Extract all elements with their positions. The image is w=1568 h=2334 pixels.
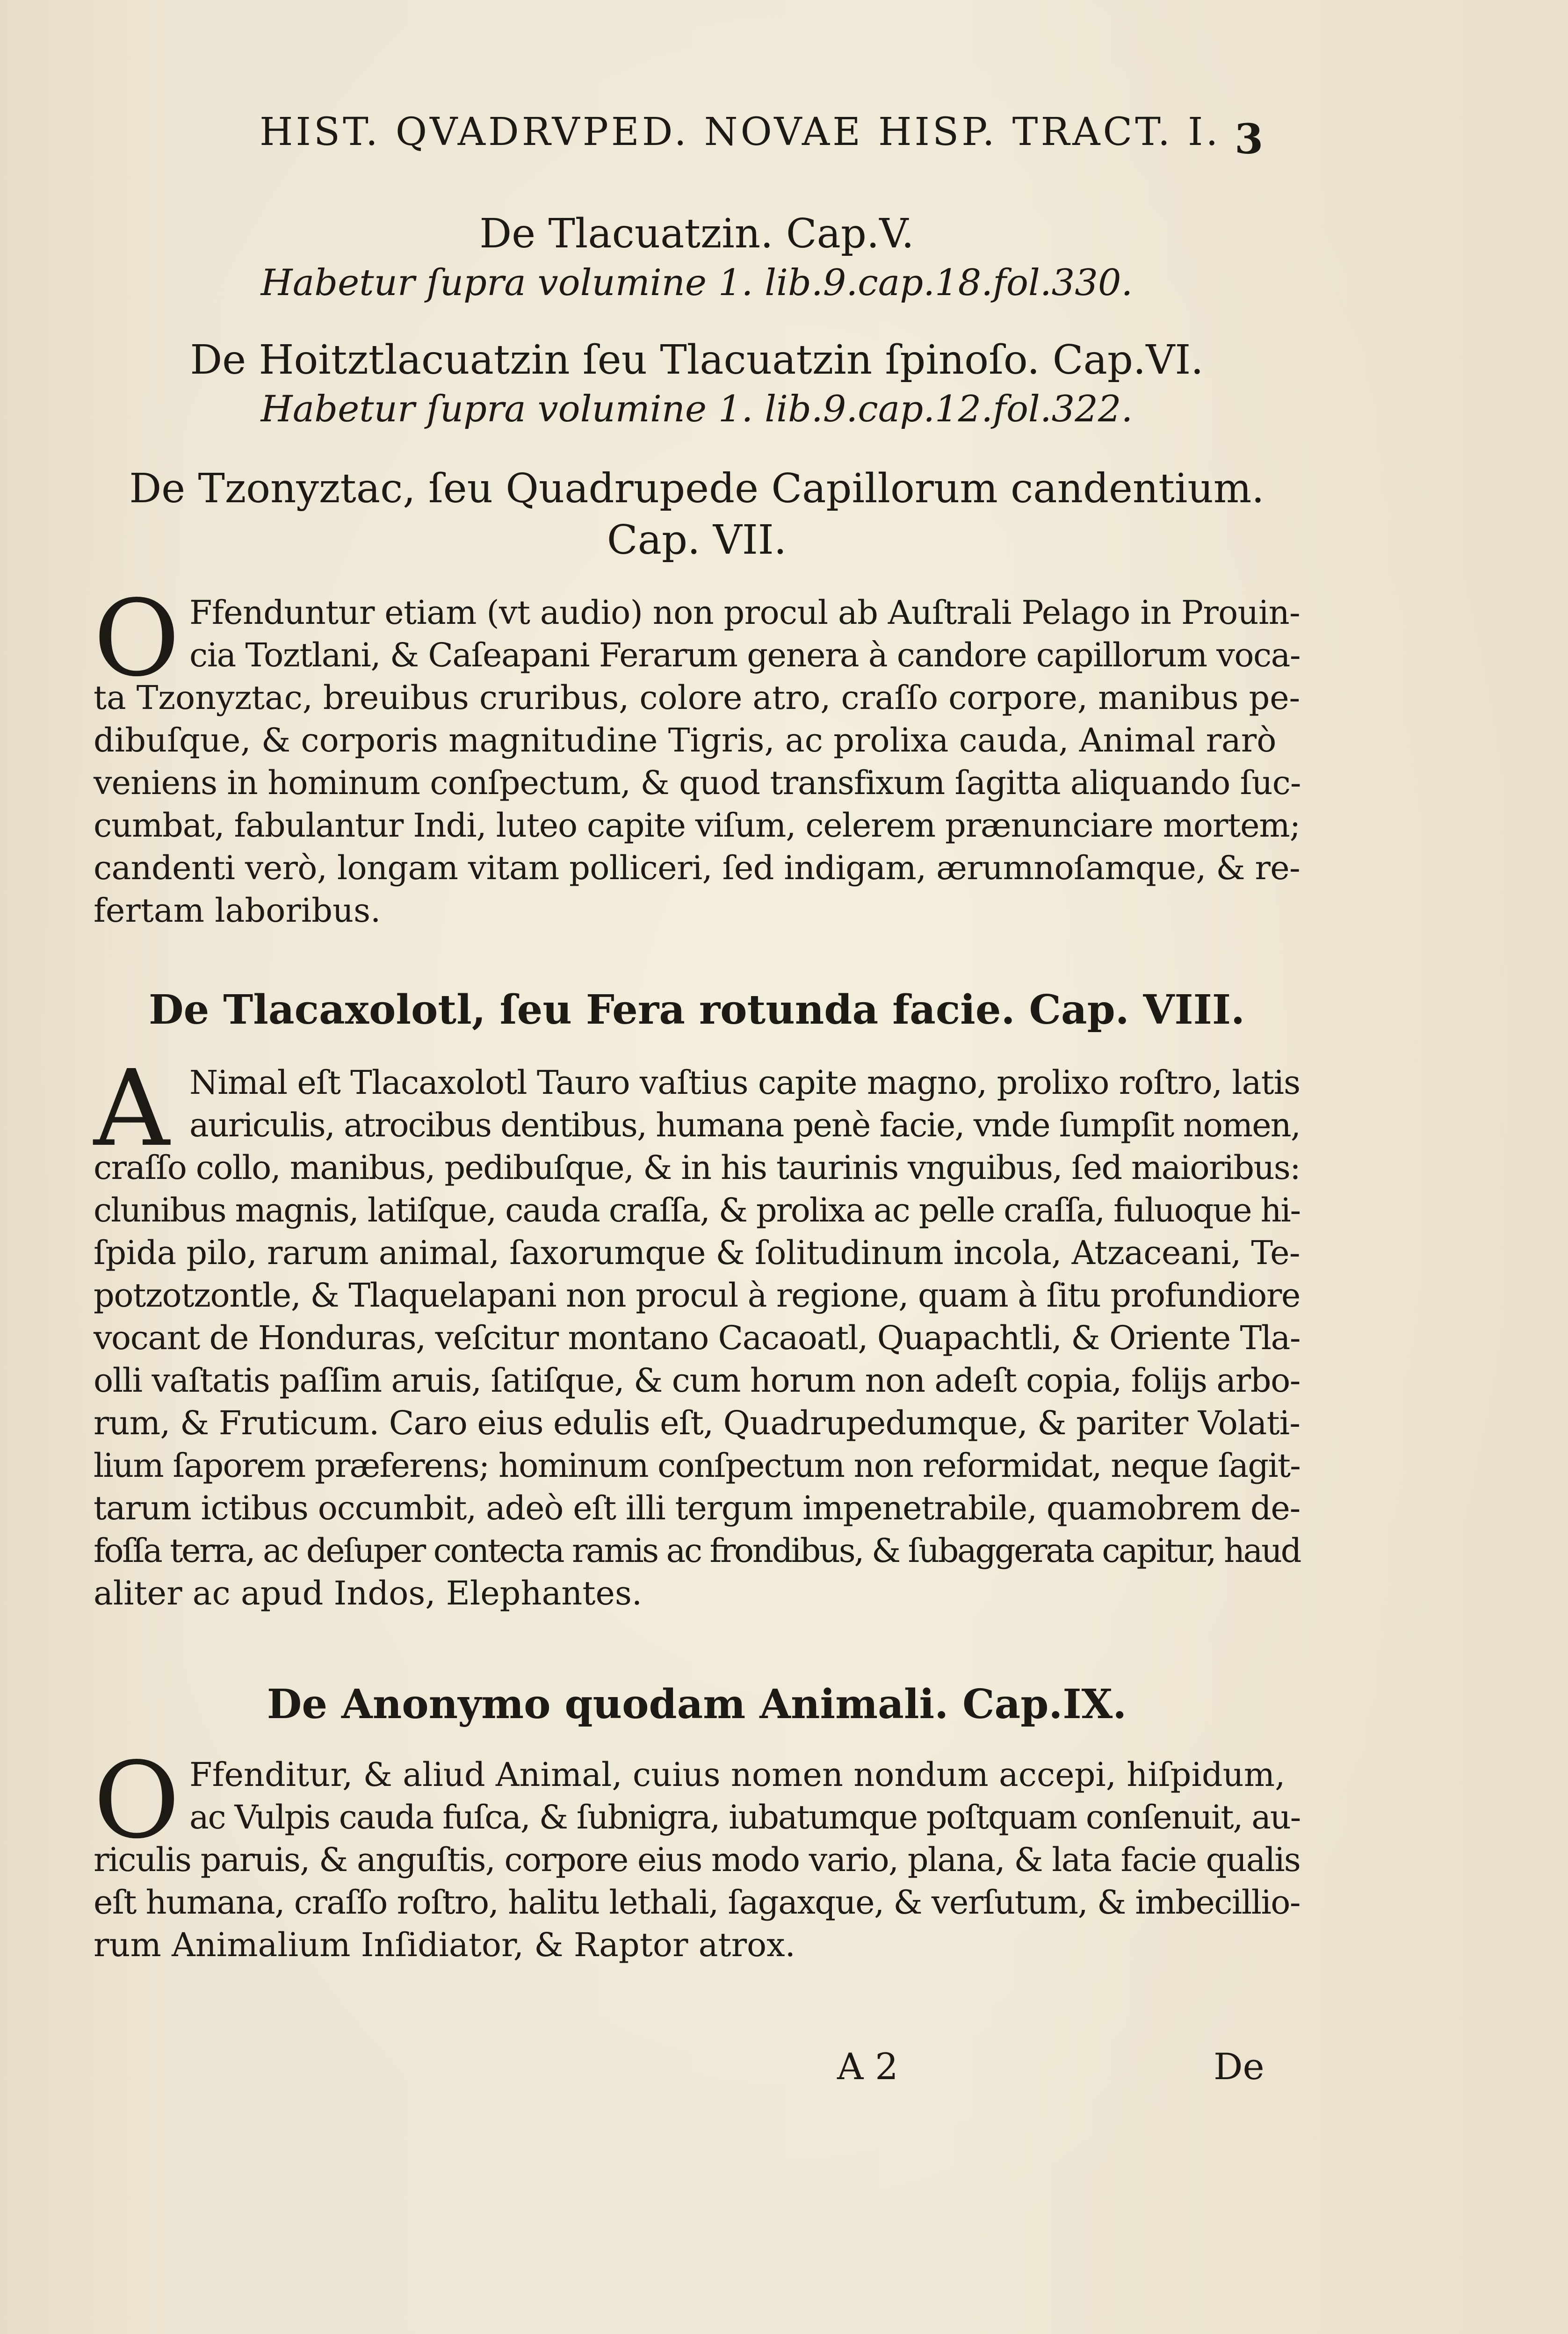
chapter-8-text	[94, 1048, 1301, 1615]
chapter-7-text	[94, 578, 1301, 932]
text-line: Ffenditur, & aliud Animal, cuius nomen nondum accepi, hiſpidum,	[189, 1756, 1286, 1794]
text-line: dibuſque, & corporis magnitudine Tigris, ac prolixa cauda, Animal rarò	[94, 721, 1277, 759]
chapter-6-heading	[94, 334, 1300, 433]
text-line: riculis paruis, & anguſtis, corpore eius modo vario, plana, & lata facie qualis	[94, 1841, 1300, 1879]
text-line: Nimal eſt Tlacaxolotl Tauro vaſtius capite magno, prolixo roſtro, latis	[189, 1063, 1301, 1102]
text-line: cumbat, fabulantur Indi, luteo capite viſum, celerem prænunciare mortem;	[94, 806, 1300, 845]
catchword: De	[1214, 2046, 1265, 2088]
text-line: candenti verò, longam vitam polliceri, ſed indigam, ærumnoſamque, & re-	[94, 849, 1300, 887]
text-line: rum Animalium Inſidiator, & Raptor atrox.	[94, 1926, 795, 1964]
page-number: 3	[1235, 115, 1264, 163]
chapter-5-heading	[94, 208, 1300, 306]
drop-capital: O	[94, 578, 180, 700]
chapter-9-heading	[94, 1679, 1300, 1730]
text-line: Ffenduntur etiam (vt audio) non procul ab Auſtrali Pelago in Prouin-	[189, 593, 1300, 632]
running-head: HIST. QVADRVPED. NOVAE HISP. TRACT. I.	[260, 110, 1221, 154]
text-line: rum, & Fruticum. Caro eius edulis eſt, Quadrupedumque, & pariter Volati-	[94, 1404, 1300, 1442]
text-line: auriculis, atrocibus dentibus, humana penè facie, vnde ſumpſit nomen,	[189, 1106, 1300, 1144]
text-line: ſpida pilo, rarum animal, ſaxorumque & ſolitudinum incola, Atzaceani, Te-	[94, 1234, 1300, 1272]
chapter-9-text	[94, 1740, 1300, 1966]
chapter-reference: Habetur ſupra volumine 1. lib.9.cap.12.fol.322.	[260, 388, 1133, 430]
text-line: cia Toztlani, & Caſeapani Ferarum genera à candore capillorum voca-	[189, 636, 1300, 674]
text-line: olli vaſtatis paſſim aruis, ſatiſque, & cum horum non adeſt copia, folijs arbo-	[94, 1361, 1300, 1400]
chapter-8-heading	[94, 984, 1300, 1036]
chapter-number: Cap. VII.	[607, 517, 787, 564]
text-line: fertam laboribus.	[94, 891, 381, 930]
text-line: ac Vulpis cauda fuſca, & ſubnigra, iubatumque poſtquam conſenuit, au-	[189, 1798, 1300, 1836]
text-line: craſſo collo, manibus, pedibuſque, & in his taurinis vnguibus, ſed maioribus:	[94, 1149, 1300, 1187]
text-line: veniens in hominum conſpectum, & quod transfixum ſagitta aliquando ſuc-	[94, 764, 1301, 802]
text-line: ta Tzonyztac, breuibus cruribus, colore atro, craſſo corpore, manibus pe-	[94, 679, 1300, 717]
chapter-title: De Hoitztlacuatzin ſeu Tlacuatzin ſpinoſo. Cap.VI.	[190, 337, 1204, 383]
drop-capital: A	[94, 1048, 170, 1170]
text-line: foſſa terra, ac deſuper contecta ramis ac frondibus, & ſubaggerata capitur, haud	[94, 1532, 1300, 1570]
text-line: lium ſaporem præferens; hominum conſpectum non reformidat, neque ſagit-	[94, 1446, 1300, 1485]
chapter-title: De Anonymo quodam Animali. Cap.IX.	[267, 1681, 1127, 1728]
chapter-title: De Tzonyztac, ſeu Quadrupede Capillorum candentium.	[129, 465, 1265, 512]
text-line: aliter ac apud Indos, Elephantes.	[94, 1574, 643, 1612]
text-line: vocant de Honduras, veſcitur montano Cacaoatl, Quapachtli, & Oriente Tla-	[94, 1319, 1300, 1357]
text-line: potzotzontle, & Tlaquelapani non procul à regione, quam à ſitu profundiore	[94, 1276, 1300, 1315]
signature-mark: A 2	[837, 2046, 898, 2088]
text-line: clunibus magnis, latiſque, cauda craſſa, & prolixa ac pelle craſſa, fuluoque hi-	[94, 1191, 1300, 1229]
chapter-title: De Tlacuatzin. Cap.V.	[479, 210, 914, 257]
text-line: tarum ictibus occumbit, adeò eſt illi tergum impenetrabile, quamobrem de-	[94, 1489, 1300, 1527]
chapter-7-heading	[94, 463, 1300, 566]
chapter-title: De Tlacaxolotl, ſeu Fera rotunda facie. Cap. VIII.	[148, 986, 1245, 1033]
drop-capital: O	[94, 1740, 180, 1862]
chapter-reference: Habetur ſupra volumine 1. lib.9.cap.18.fol.330.	[260, 262, 1133, 304]
text-line: eſt humana, craſſo roſtro, halitu lethali, ſagaxque, & verſutum, & imbecillio-	[94, 1883, 1300, 1922]
